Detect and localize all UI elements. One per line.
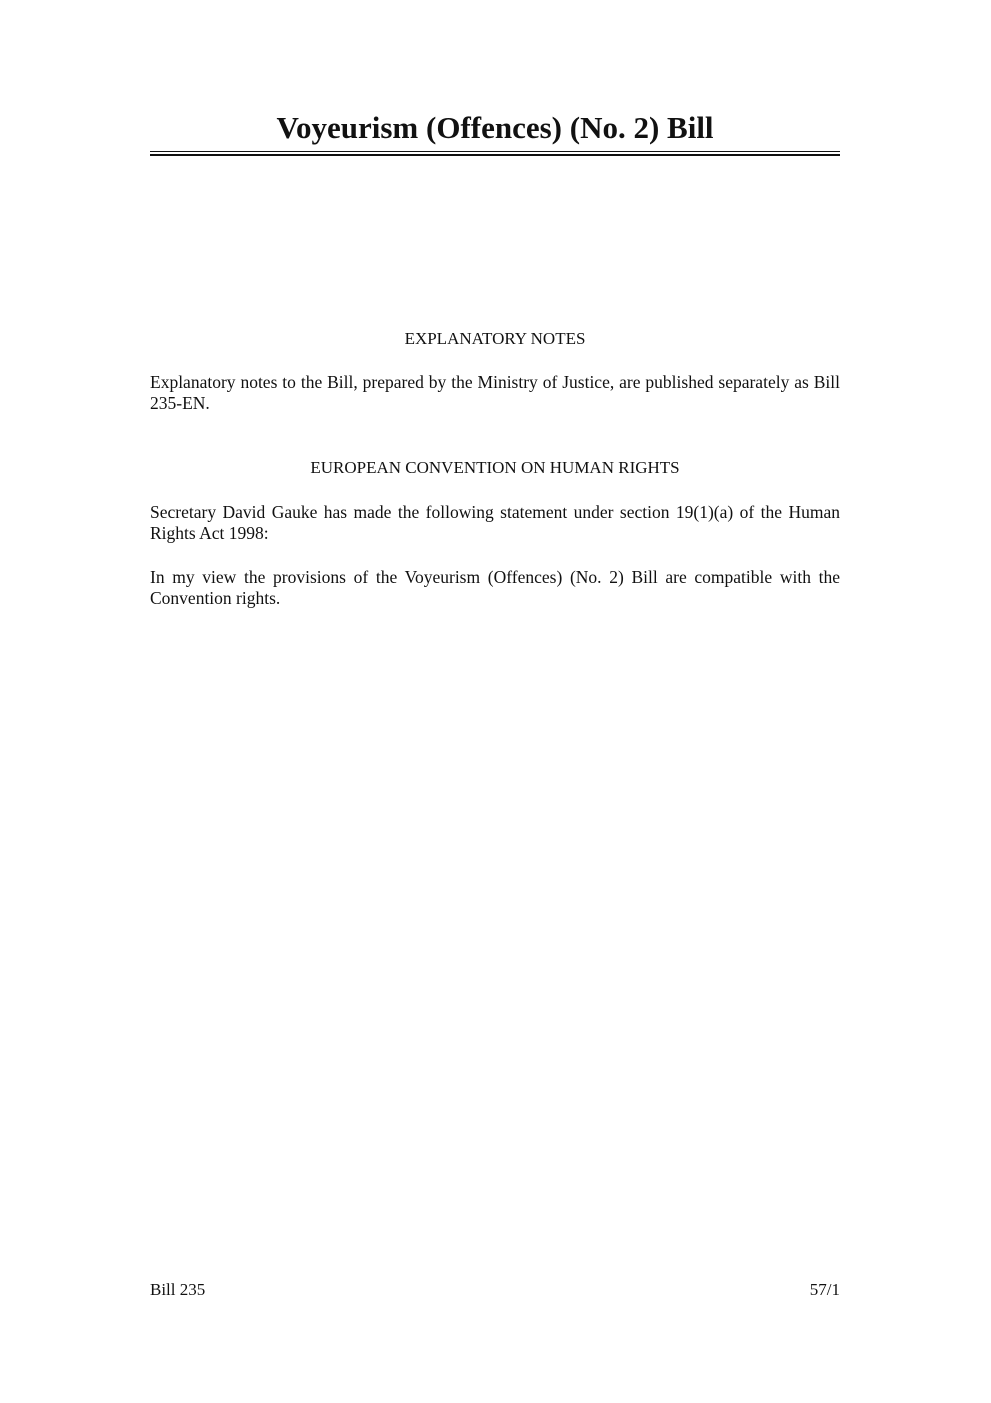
bill-title: Voyeurism (Offences) (No. 2) Bill [276, 110, 714, 145]
section-heading-echr: EUROPEAN CONVENTION ON HUMAN RIGHTS [310, 458, 680, 477]
section-heading-explanatory-notes: EXPLANATORY NOTES [404, 329, 586, 348]
paragraph-statement: Secretary David Gauke has made the following statement under section 19(1)(a) of the Human Rights Act 1998: [150, 502, 840, 543]
footer-bill-number: Bill 235 [150, 1280, 206, 1299]
footer-page-ref: 57/1 [809, 1280, 840, 1299]
paragraph-compatibility: In my view the provisions of the Voyeurism (Offences) (No. 2) Bill are compatible with the Convention rights. [150, 567, 840, 608]
paragraph-explanatory-notes: Explanatory notes to the Bill, prepared by the Ministry of Justice, are published separately as Bill 235-EN. [150, 372, 840, 413]
title-double-rule [150, 151, 840, 156]
